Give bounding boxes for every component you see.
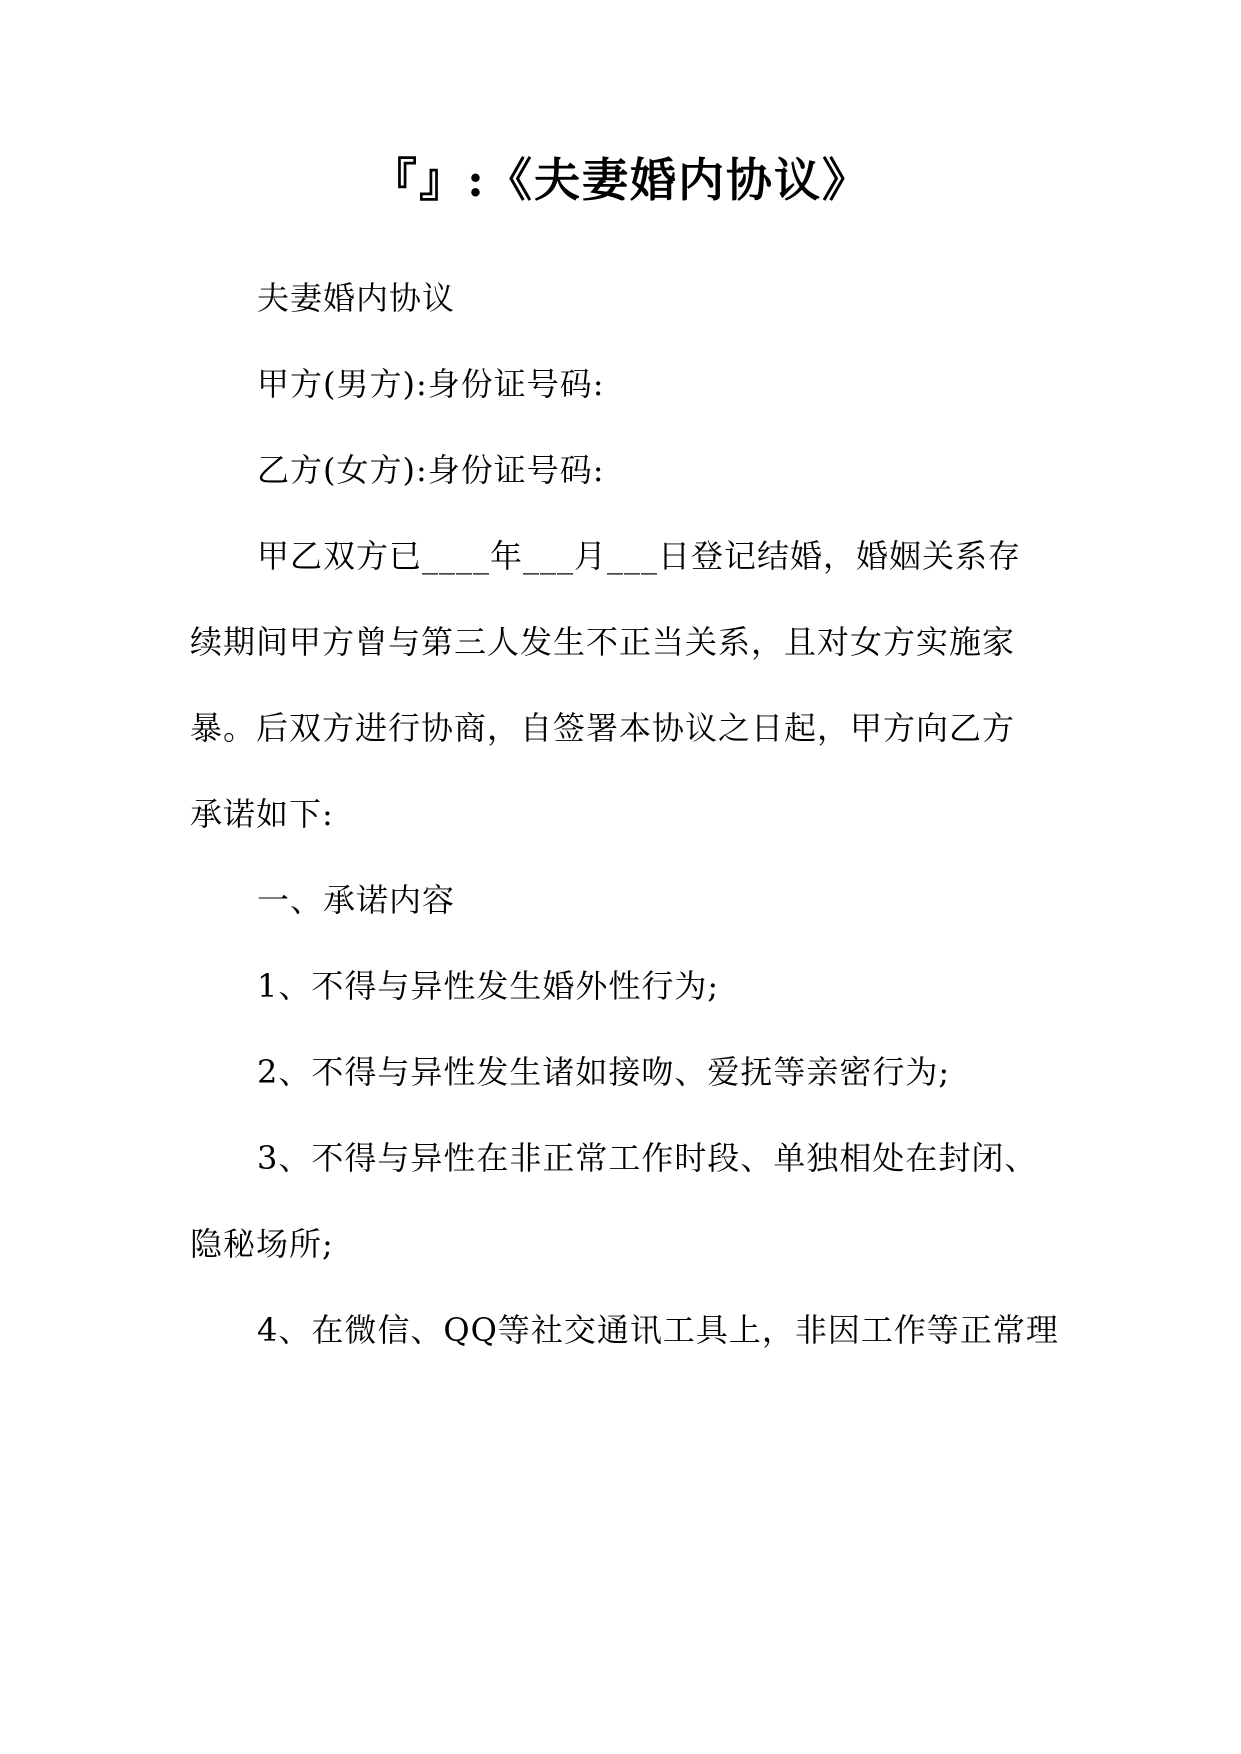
- list-item: 2、不得与异性发生诸如接吻、爱抚等亲密行为;: [257, 1053, 951, 1091]
- body-text-line: 承诺如下:: [190, 795, 334, 833]
- body-text-line: 甲乙双方已____年___月___日登记结婚，婚姻关系存: [257, 537, 1022, 575]
- document-title: 『』:《夫妻婚内协议》: [371, 153, 870, 207]
- list-item-continuation: 隐秘场所;: [190, 1225, 334, 1263]
- body-text-line: 暴。后双方进行协商，自签署本协议之日起，甲方向乙方: [190, 709, 1016, 747]
- list-item: 1、不得与异性发生婚外性行为;: [257, 967, 720, 1005]
- party-b-line: 乙方(女方):身份证号码:: [257, 451, 605, 489]
- list-item: 3、不得与异性在非正常工作时段、单独相处在封闭、: [257, 1139, 1038, 1177]
- list-item: 4、在微信、QQ等社交通讯工具上，非因工作等正常理: [257, 1311, 1059, 1349]
- subtitle-line: 夫妻婚内协议: [257, 279, 456, 317]
- body-text-line: 续期间甲方曾与第三人发生不正当关系，且对女方实施家: [190, 623, 1016, 661]
- party-a-line: 甲方(男方):身份证号码:: [257, 365, 605, 403]
- section-heading: 一、承诺内容: [257, 881, 456, 919]
